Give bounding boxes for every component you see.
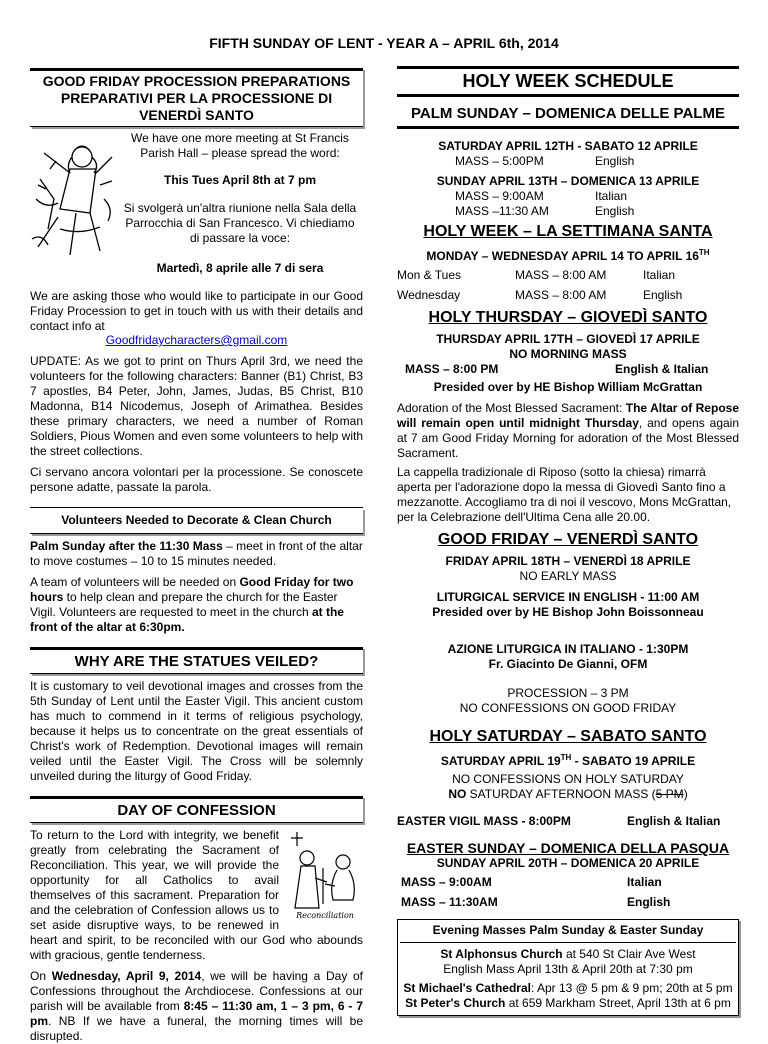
- confession-section: [30, 796, 363, 1044]
- right-column: [397, 66, 739, 1016]
- gf-intro-text: We have one more meeting at St Francis Parish Hall – please spread the word:: [131, 131, 349, 160]
- ht-sub-1: THURSDAY APRIL 17TH – GIOVEDÌ 17 APRILE: [436, 332, 700, 346]
- hs-vigil-row: EASTER VIGIL MASS - 8:00PM English & Italian: [397, 814, 721, 828]
- reconciliation-illustration: [285, 828, 363, 922]
- es-sub: SUNDAY APRIL 20TH – DOMENICA 20 APRILE: [436, 856, 700, 870]
- gf-liturgical: LITURGICAL SERVICE IN ENGLISH - 11:00 AM: [436, 590, 700, 604]
- ht-italian-text: La cappella tradizionale di Riposo (sotto la chiesa) rimarrà aperta per l'adorazione dopo la messa di Giovedì Santo fino a mezzanotte. Accogliamo tra di noi il vescovo, Mons McGrattan, per la Celebrazione dell'Ultima Cena alle 20.00.: [397, 465, 732, 524]
- gf-no-early: NO EARLY MASS: [519, 569, 617, 583]
- good-friday-title: GOOD FRIDAY – VENERDÌ SANTO: [437, 531, 699, 548]
- volunteers-para-1: Palm Sunday after the 11:30 Mass – meet in front of the altar to move costumes – 10 to 15 minutes needed.: [30, 539, 363, 568]
- holy-thursday-title: HOLY THURSDAY – GIOVEDÌ SANTO: [428, 309, 708, 326]
- box-line-3: St Michael's Cathedral: Apr 13 @ 5 pm & 9 pm; 20th at 5 pm: [403, 981, 733, 995]
- box-line-1: St Alphonsus Church at 540 St Clair Ave West: [440, 947, 696, 961]
- volunteers-para-2: A team of volunteers will be needed on Good Friday for two hours to help clean and prepare the church for the Easter Vigil. Volunteers are requested to meet in the church at the front of the altar at 6:30pm.: [30, 575, 354, 634]
- procession-block: [30, 131, 363, 339]
- gf-intro-text-it: Si svolgerà un'altra riunione nella Sala della Parrocchia di San Francesco. Vi chiediamo di passare la voce:: [123, 201, 357, 245]
- statues-section: [30, 647, 363, 784]
- gf-meeting-date-en: This Tues April 8th at 7 pm: [163, 173, 317, 187]
- gf-presided: Presided over by HE Bishop John Boissonneau: [432, 605, 704, 619]
- sat12-row: MASS – 5:00PM English: [455, 154, 635, 168]
- gf-no-confessions: NO CONFESSIONS ON GOOD FRIDAY: [459, 701, 677, 715]
- gf-meeting-date-it: Martedì, 8 aprile alle 7 di sera: [156, 261, 324, 275]
- sat12-heading: SATURDAY APRIL 12TH - SABATO 12 APRILE: [438, 139, 698, 153]
- statues-title: WHY ARE THE STATUES VEILED?: [30, 647, 363, 674]
- gf-asking-text: We are asking those who would like to participate in our Good Friday Procession to get in touch with us with their details and contact info at: [30, 289, 363, 333]
- box-line-2: English Mass April 13th & April 20th at 7:30 pm: [443, 962, 693, 976]
- hs-no-confessions: NO CONFESSIONS ON HOLY SATURDAY: [452, 772, 684, 786]
- gf-sub: FRIDAY APRIL 18TH – VENERDÌ 18 APRILE: [445, 554, 691, 568]
- holy-saturday-title: HOLY SATURDAY – SABATO SANTO: [429, 728, 707, 745]
- ht-adoration-text: Adoration of the Most Blessed Sacrament: The Altar of Repose will remain open until midnight Thursday, and opens again at 7 am Good Friday Morning for adoration of the Most Blessed Sacrament.: [397, 401, 739, 460]
- gf-italian-presider: Fr. Giacinto De Gianni, OFM: [488, 657, 648, 671]
- holy-week-la-settimana-title: HOLY WEEK – LA SETTIMANA SANTA: [423, 223, 713, 240]
- palm-sunday-title: PALM SUNDAY – DOMENICA DELLE PALME: [397, 105, 739, 129]
- evening-masses-title: Evening Masses Palm Sunday & Easter Sunday: [400, 923, 736, 943]
- es-row-1: MASS – 9:00AM Italian: [401, 875, 662, 889]
- holy-week-title: HOLY WEEK SCHEDULE: [397, 66, 739, 97]
- confession-title: DAY OF CONFESSION: [30, 796, 363, 823]
- easter-sunday-title: EASTER SUNDAY – DOMENICA DELLA PASQUA: [406, 840, 730, 856]
- bulletin-header: FIFTH SUNDAY OF LENT - YEAR A – APRIL 6th, 2014: [209, 35, 559, 51]
- volunteers-section: [30, 507, 363, 635]
- confession-para-2: On Wednesday, April 9, 2014, we will be having a Day of Confessions throughout the Archdiocese. Confessions at our parish will be available from 8:45 – 11:30 am, 1 – 3 pm, 6 - 7 pm. NB If we have a funeral, the morning times will be disrupted.: [30, 969, 364, 1043]
- jesus-palm-illustration: [30, 139, 118, 259]
- hw-row-1: Mon & Tues MASS – 8:00 AM Italian: [397, 268, 676, 282]
- es-row-2: MASS – 11:30AM English: [401, 895, 671, 909]
- ht-mass-row: MASS – 8:00 PM English & Italian: [405, 362, 709, 376]
- volunteers-title: Volunteers Needed to Decorate & Clean Church: [30, 508, 363, 534]
- evening-masses-box: [397, 919, 739, 1016]
- good-friday-procession-title: GOOD FRIDAY PROCESSION PREPARATIONS PREPARATIVI PER LA PROCESSIONE DI VENERDÌ SANTO: [30, 68, 363, 127]
- hw-sub-heading: MONDAY – WEDNESDAY APRIL 14 TO APRIL 16TH: [426, 248, 710, 263]
- left-column: [30, 68, 363, 1044]
- hs-sub: SATURDAY APRIL 19TH - SABATO 19 APRILE: [440, 753, 696, 768]
- sun13-heading: SUNDAY APRIL 13TH – DOMENICA 13 APRILE: [436, 174, 700, 188]
- sun13-row-2: MASS –11:30 AM English: [455, 204, 635, 218]
- ht-sub-2: NO MORNING MASS: [509, 347, 627, 361]
- box-line-4: St Peter's Church at 659 Markham Street, April 13th at 6 pm: [405, 996, 731, 1010]
- confession-para-1: To return to the Lord with integrity, we benefit greatly from celebrating the Sacrament of Reconciliation. This year, we will provide the opportunity for all Catholics to avail themselves of this sacrament. Preparation for and the celebration of Confession allows us to set aside disruptive ways, to be renewed in heart and spirit, to be reconciled with our God who abounds with gracious, gentle tenderness.: [30, 828, 363, 962]
- hs-no-mass: NO SATURDAY AFTERNOON MASS (5 PM): [448, 787, 688, 801]
- gf-italian-need: Ci servano ancora volontari per la processione. Se conoscete persone adatte, passate la parola.: [30, 465, 363, 494]
- ht-presided: Presided over by HE Bishop William McGrattan: [433, 380, 703, 394]
- statues-text: It is customary to veil devotional images and crosses from the 5th Sunday of Lent until the Easter Vigil. This ancient custom has much to commend in it terms of religious psychology, because it helps us to concentrate on the great essentials of Christ's work of Redemption. Devotional images will remain veiled until the Easter Vigil. The Cross will be solemnly unveiled during the liturgy of Good Friday.: [30, 679, 363, 783]
- hw-row-2: Wednesday MASS – 8:00 AM English: [397, 288, 683, 302]
- sun13-row-1: MASS – 9:00AM Italian: [455, 189, 628, 203]
- gf-procession: PROCESSION – 3 PM: [507, 686, 629, 700]
- gf-email-link[interactable]: Goodfridaycharacters@gmail.com: [105, 333, 288, 347]
- gf-italian-service: AZIONE LITURGICA IN ITALIANO - 1:30PM: [447, 642, 689, 656]
- svg-text:Reconciliation: Reconciliation: [296, 911, 354, 920]
- gf-update-text: UPDATE: As we got to print on Thurs April 3rd, we need the volunteers for the following characters: Banner (B1) Christ, B3 7 apostles, B4 Peter, John, James, Judas, B5 Christ, B10 Madonna, B14 Nicodemus, Joseph of Arimathea. Besides these primary characters, we need a number of Roman Soldiers, Pious Women and even some volunteers to help with the street collections.: [30, 354, 363, 458]
